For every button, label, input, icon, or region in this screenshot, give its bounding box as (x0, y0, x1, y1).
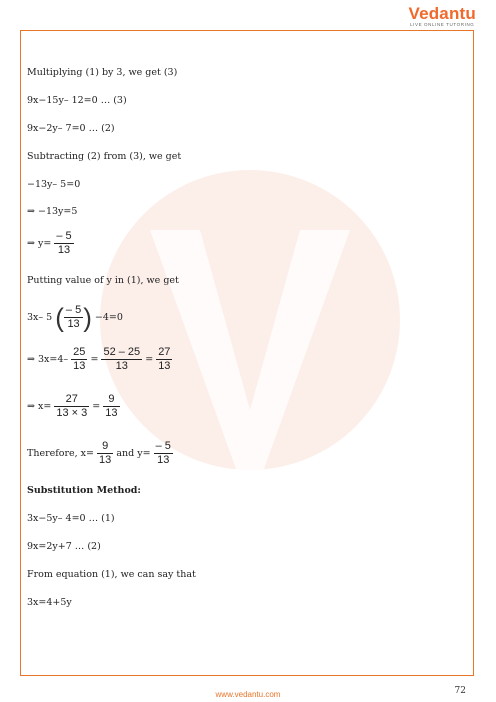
fraction (154, 440, 173, 467)
numerator: 27 (158, 346, 171, 358)
equation-line-5: −13y– 5=0 (27, 179, 81, 190)
equation-line-17: 3x=4+5y (27, 597, 72, 608)
expr-prefix: ⇒ 3x=4– (27, 354, 69, 365)
brand-tagline: LIVE ONLINE TUTORING (410, 22, 475, 27)
numerator: – 5 (155, 440, 171, 452)
denominator: 13 (158, 360, 171, 372)
denominator: 13 (157, 454, 170, 466)
equation-1: 3x−5y– 4=0 … (1) (27, 513, 115, 524)
fraction (103, 393, 119, 420)
denominator: 13 (99, 454, 112, 466)
equation-3: 9x−15y– 12=0 … (3) (27, 95, 127, 106)
fraction (156, 346, 172, 373)
text-line-4: Subtracting (2) from (3), we get (27, 151, 182, 162)
expr-middle: and y= (116, 448, 151, 459)
vedantu-logo (408, 4, 476, 27)
denominator: 13 (57, 244, 71, 256)
equation-2: 9x−2y– 7=0 … (2) (27, 123, 115, 134)
equation-line-11 (27, 393, 120, 420)
denominator: 13 (73, 360, 86, 372)
numerator: 52 – 25 (103, 346, 141, 358)
text-line-16: From equation (1), we can say that (27, 569, 196, 580)
numerator: – 5 (65, 304, 82, 316)
footer-link[interactable]: www.vedantu.com (215, 690, 281, 699)
fraction (101, 346, 142, 373)
text-line-8: Putting value of y in (1), we get (27, 275, 179, 286)
page-number: 72 (454, 686, 466, 696)
fraction (97, 440, 113, 467)
text-line-1: Multiplying (1) by 3, we get (3) (27, 67, 178, 78)
denominator: 13 (115, 360, 128, 372)
numerator: 27 (54, 393, 89, 407)
equation-line-12 (27, 440, 173, 467)
equation-line-7 (27, 230, 74, 257)
numerator: 9 (103, 393, 119, 407)
equals-sign: = (92, 401, 101, 412)
numerator: – 5 (56, 230, 72, 242)
fraction (64, 304, 83, 331)
denominator: 13 × 3 (56, 407, 88, 419)
equation-line-9 (27, 304, 123, 331)
equals-sign: = (90, 354, 99, 365)
denominator: 13 (67, 318, 80, 330)
expr-prefix: 3x– 5 (27, 312, 53, 323)
equation-2b: 9x=2y+7 … (2) (27, 541, 101, 552)
brand-name: Vedantu (408, 4, 476, 23)
numerator: 9 (97, 440, 113, 454)
numerator: 25 (73, 346, 86, 358)
equation-line-10 (27, 346, 172, 373)
left-paren-icon: ( (55, 302, 64, 333)
vedantu-watermark-icon (90, 120, 410, 540)
equals-sign: = (145, 354, 154, 365)
expr-prefix: ⇒ x= (27, 401, 52, 412)
denominator: 13 (105, 407, 118, 419)
expr-prefix: Therefore, x= (27, 448, 94, 459)
expr-suffix: −4=0 (94, 312, 123, 323)
expr-prefix: ⇒ y= (27, 238, 52, 249)
equation-line-6: ⇒ −13y=5 (27, 206, 78, 217)
fraction (54, 393, 89, 420)
section-heading: Substitution Method: (27, 485, 141, 496)
right-paren-icon: ) (83, 302, 92, 333)
fraction (71, 346, 87, 373)
fraction (54, 230, 73, 257)
